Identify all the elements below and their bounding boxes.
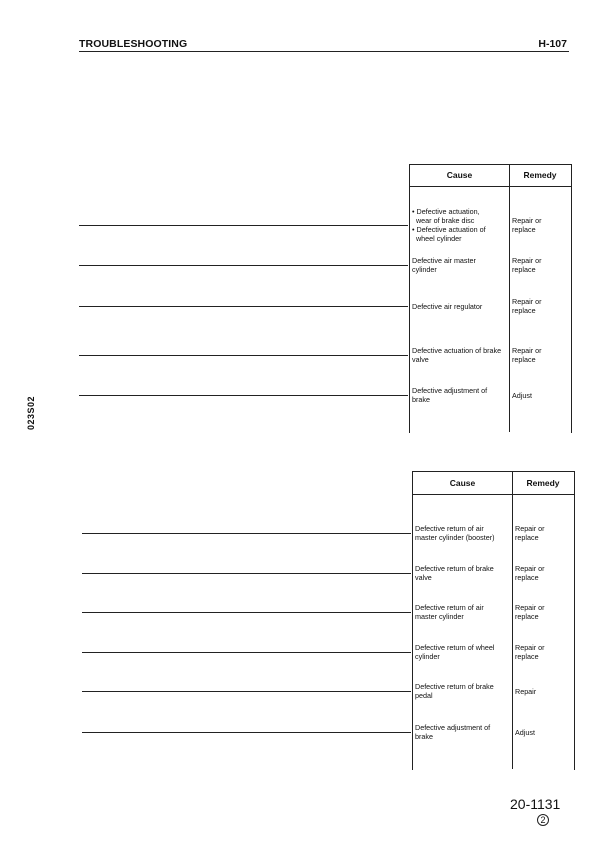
remedy-text: replace <box>512 306 536 315</box>
table-2-remedy-header: Remedy <box>526 478 560 488</box>
side-code: 023S02 <box>26 395 36 430</box>
table-2-leader-line <box>82 533 411 534</box>
remedy-text: replace <box>515 612 539 621</box>
table-1-leader-line <box>79 355 408 356</box>
table-1-cause-cell <box>412 256 508 274</box>
remedy-text: Adjust <box>515 727 535 737</box>
table-1-remedy-cell <box>512 391 532 400</box>
table-1-remedy-cell <box>512 297 542 315</box>
cause-text: Defective return of wheel <box>415 643 495 652</box>
cause-text: wear of brake disc <box>412 216 475 225</box>
table-2-leader-line <box>82 732 411 733</box>
remedy-text: Repair or <box>515 643 545 652</box>
cause-text: Defective return of brake <box>415 564 494 573</box>
cause-text: cylinder <box>415 652 440 661</box>
table-2-remedy-cell <box>515 603 545 621</box>
page-number: 20-1131 <box>510 796 561 812</box>
remedy-text: replace <box>515 533 539 542</box>
cause-text: valve <box>412 355 429 364</box>
cause-text: brake <box>412 395 430 404</box>
header-rule <box>79 51 569 52</box>
table-2-cause-cell <box>415 723 511 741</box>
remedy-text: replace <box>515 652 539 661</box>
table-2-cause-cell <box>415 564 511 582</box>
table-1-leader-line <box>79 265 408 266</box>
cause-text: Defective return of air <box>415 524 484 533</box>
table-2-cause-cell <box>415 643 511 661</box>
table-2-remedy-cell <box>515 728 535 737</box>
table-1-cause-cell <box>412 302 508 311</box>
table-1-cause-header: Cause <box>446 170 473 180</box>
table-1-header-rule <box>409 186 571 187</box>
table-1-remedy-header: Remedy <box>523 170 557 180</box>
remedy-text: Repair or <box>512 256 542 265</box>
table-1-leader-line <box>79 306 408 307</box>
cause-text: brake <box>415 732 433 741</box>
table-2-leader-line <box>82 573 411 574</box>
remedy-text: Repair or <box>512 346 542 355</box>
cause-text: Defective air regulator <box>412 301 483 311</box>
table-2-cause-header: Cause <box>449 478 476 488</box>
section-title: TROUBLESHOOTING <box>79 38 188 50</box>
remedy-text: Repair or <box>512 297 542 306</box>
remedy-text: replace <box>512 265 536 274</box>
cause-text: master cylinder <box>415 612 464 621</box>
remedy-text: Repair or <box>515 564 545 573</box>
remedy-text: Repair or <box>515 524 545 533</box>
remedy-text: replace <box>512 355 536 364</box>
cause-text: pedal <box>415 691 433 700</box>
table-2-header-rule <box>412 494 574 495</box>
table-2-cause-cell <box>415 524 511 542</box>
remedy-text: Repair or <box>515 603 545 612</box>
remedy-text: replace <box>515 573 539 582</box>
table-2-leader-line <box>82 612 411 613</box>
table-2-remedy-cell <box>515 687 536 696</box>
cause-text: Defective adjustment of <box>415 723 491 732</box>
table-1-cause-cell <box>412 346 508 364</box>
table-1-remedy-cell <box>512 216 542 234</box>
table-1-cause-cell <box>412 386 508 404</box>
cause-text: • Defective actuation of <box>412 225 486 234</box>
cause-text: valve <box>415 573 432 582</box>
cause-text: Defective actuation of brake <box>412 346 502 355</box>
cause-text: Defective air master <box>412 256 476 265</box>
table-1-remedy-cell <box>512 256 542 274</box>
table-2-remedy-cell <box>515 564 545 582</box>
cause-text: wheel cylinder <box>412 234 462 243</box>
table-1-leader-line <box>79 395 408 396</box>
remedy-text: Adjust <box>512 390 532 400</box>
page-code: H-107 <box>538 38 567 50</box>
table-1-remedy-cell <box>512 346 542 364</box>
table-2-leader-line <box>82 691 411 692</box>
table-1-divider <box>509 164 510 432</box>
cause-text: Defective return of air <box>415 603 484 612</box>
remedy-text: Repair or <box>512 216 542 225</box>
table-2-remedy-cell <box>515 643 545 661</box>
cause-text: Defective return of brake <box>415 682 494 691</box>
revision-mark: 2 <box>537 814 549 826</box>
table-2-remedy-cell <box>515 524 545 542</box>
cause-text: • Defective actuation, <box>412 207 480 216</box>
table-2-cause-cell <box>415 682 511 700</box>
cause-text: Defective adjustment of <box>412 386 488 395</box>
table-2-leader-line <box>82 652 411 653</box>
cause-text: cylinder <box>412 265 437 274</box>
table-2-cause-cell <box>415 603 511 621</box>
table-2-divider <box>512 471 513 769</box>
cause-text: master cylinder (booster) <box>415 533 495 542</box>
table-1-leader-line <box>79 225 408 226</box>
table-1-cause-cell <box>412 207 508 243</box>
remedy-text: replace <box>512 225 536 234</box>
remedy-text: Repair <box>515 686 537 696</box>
